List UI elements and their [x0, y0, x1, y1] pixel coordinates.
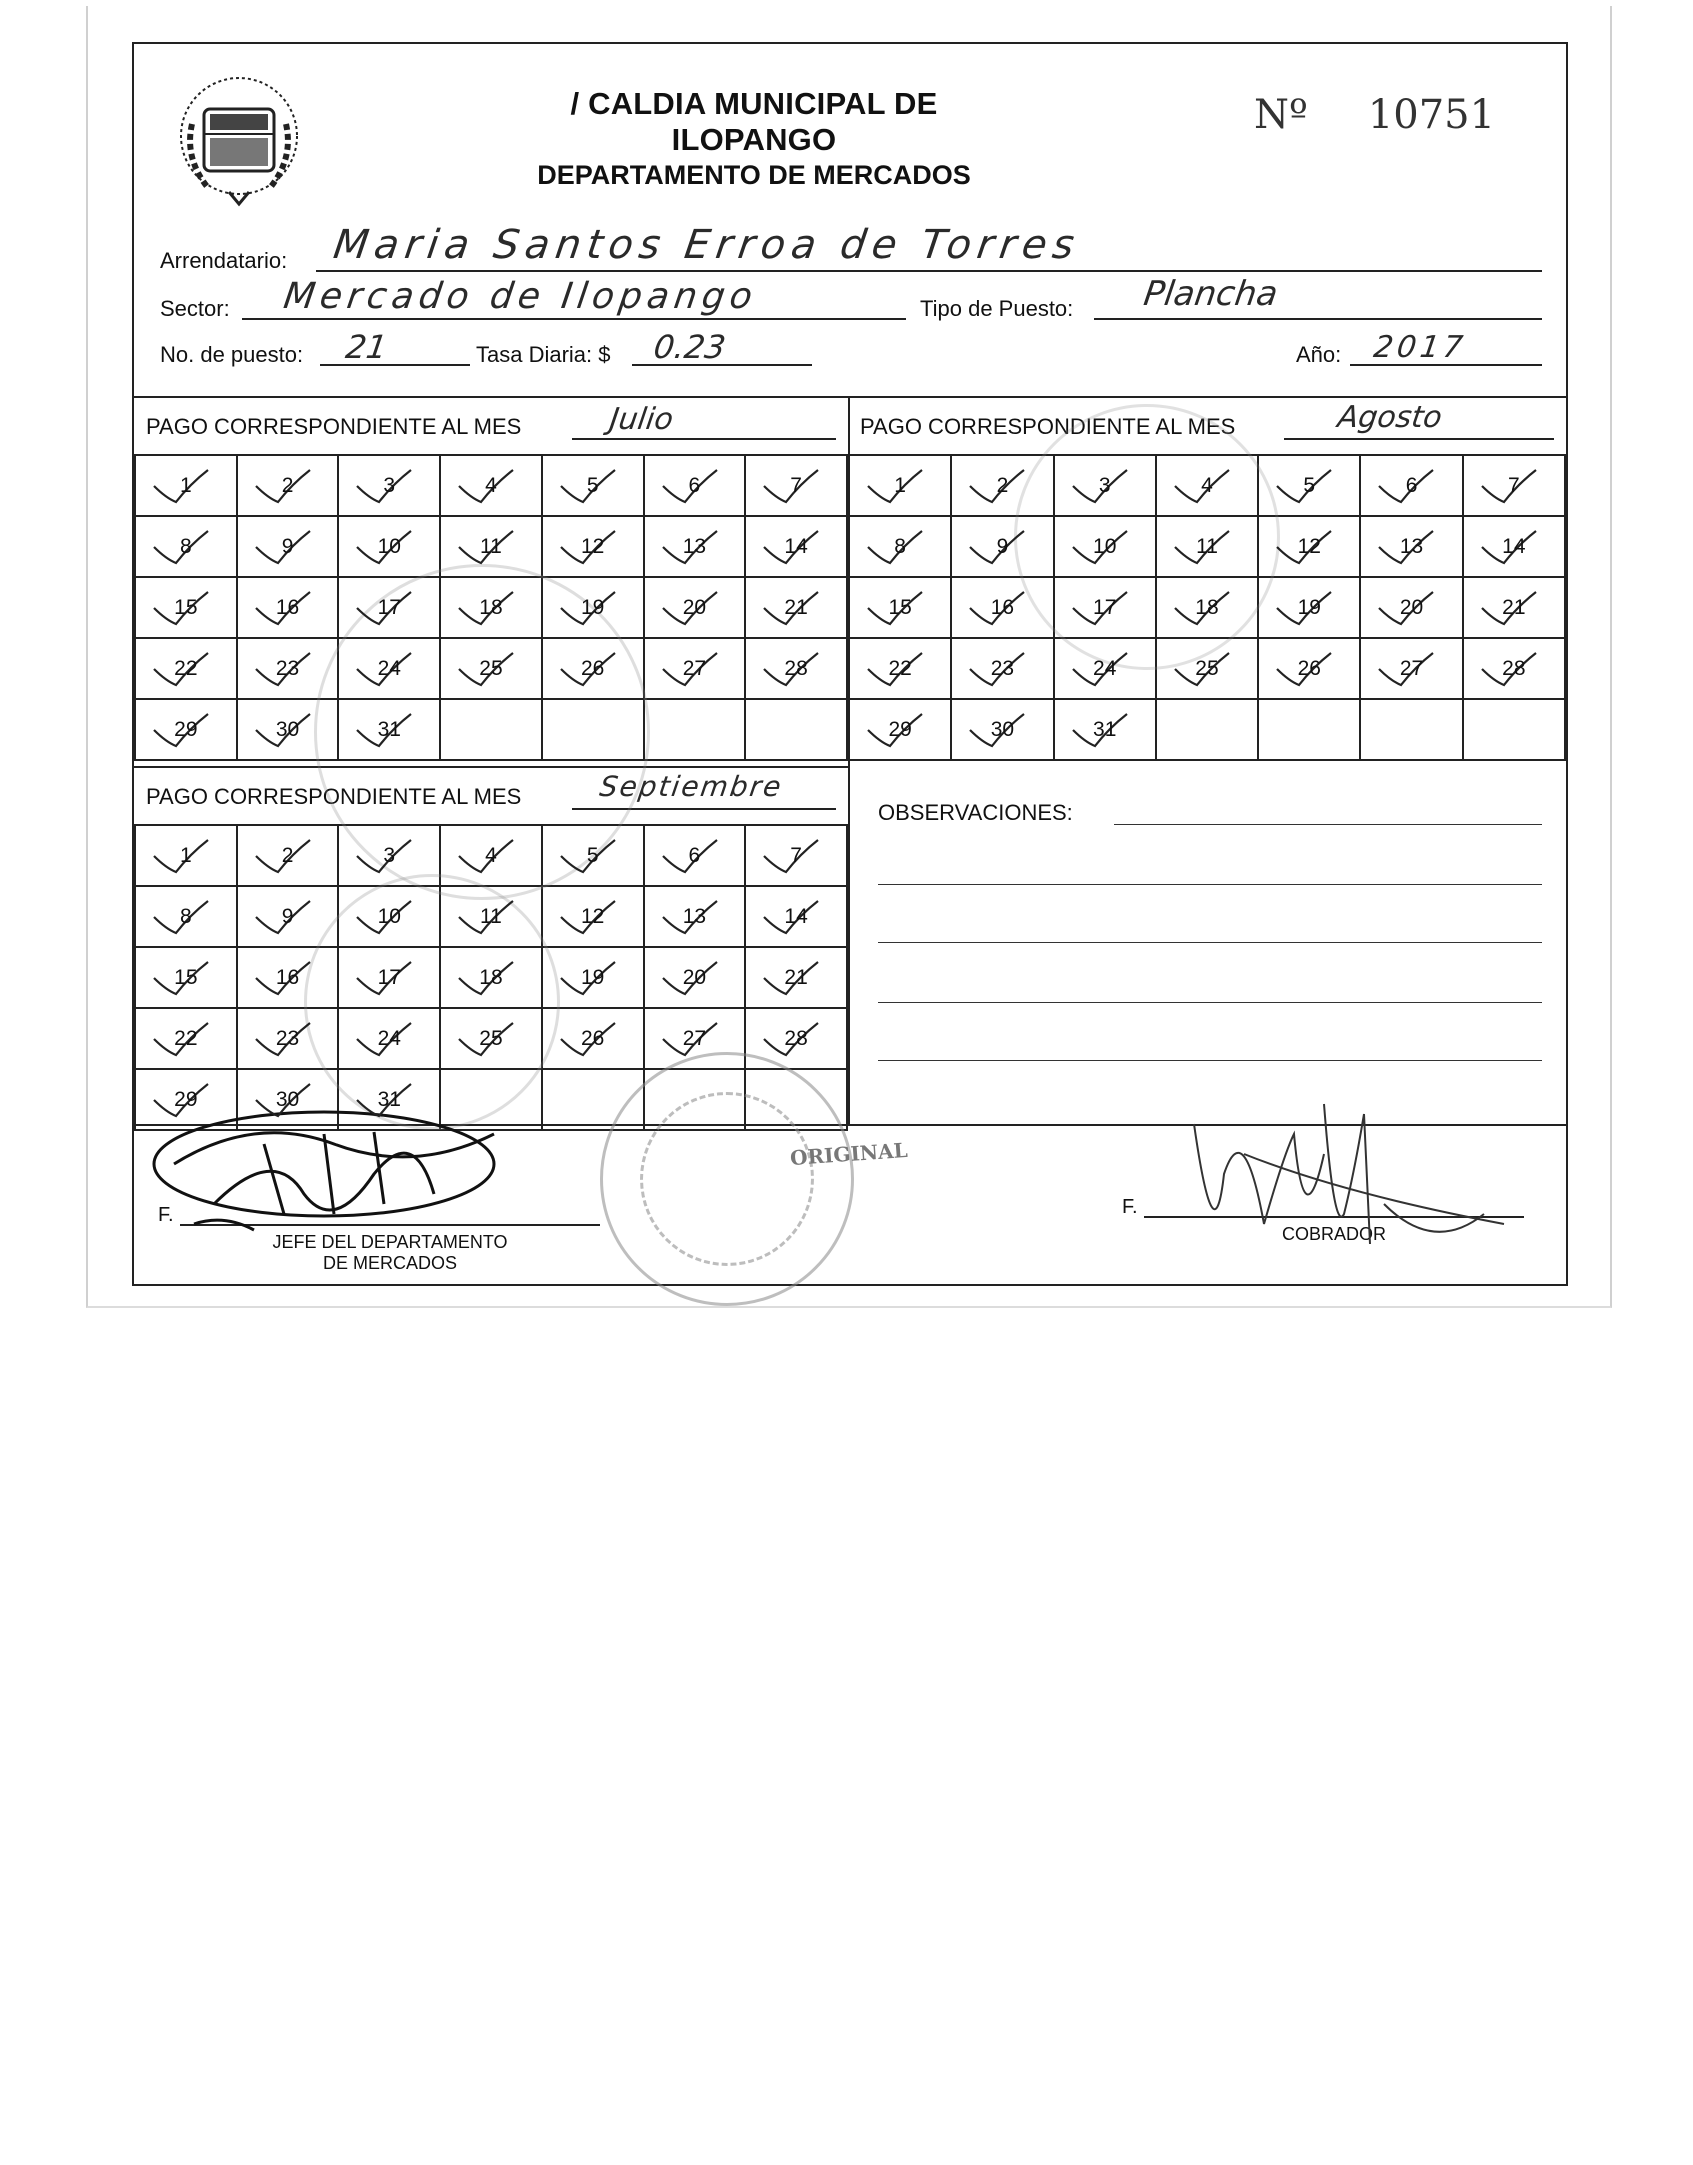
day-cell[interactable] [135, 638, 237, 699]
form-number [1254, 92, 1495, 138]
day-number: 11 [480, 534, 502, 558]
sector-line [242, 318, 906, 320]
day-number: 3 [1098, 473, 1111, 497]
day-number: 25 [479, 1026, 503, 1050]
day-cell[interactable] [135, 455, 237, 516]
day-number: 6 [688, 473, 701, 497]
arrendatario-label: Arrendatario: [160, 248, 288, 273]
day-number: 15 [888, 595, 912, 619]
month-heading-label: PAGO CORRESPONDIENTE AL MES [146, 784, 522, 809]
day-cell[interactable] [440, 455, 542, 516]
day-number: 2 [281, 843, 294, 867]
day-cell[interactable] [237, 577, 339, 638]
day-number: 27 [682, 656, 707, 680]
tasa-value: 0.23 [651, 328, 728, 366]
month-name: Agosto [1335, 400, 1445, 435]
payment-form [132, 42, 1568, 1286]
month-heading-label: PAGO CORRESPONDIENTE AL MES [860, 414, 1236, 439]
day-number: 20 [1399, 595, 1424, 619]
day-cell[interactable] [1463, 638, 1565, 699]
day-cell[interactable] [1360, 577, 1462, 638]
day-number: 19 [580, 965, 605, 989]
day-cell[interactable] [745, 638, 847, 699]
observaciones-line-1 [1114, 824, 1542, 825]
month-name: Julio [607, 402, 676, 437]
day-cell[interactable] [1360, 638, 1462, 699]
day-number: 18 [1195, 595, 1219, 619]
official-stamp-left [304, 874, 560, 1130]
day-number: 27 [1399, 656, 1424, 680]
day-number: 9 [996, 534, 1009, 558]
day-number: 14 [784, 904, 808, 928]
day-number: 4 [485, 473, 497, 497]
tasa-label: Tasa Diaria: $ [476, 342, 611, 367]
day-number: 3 [383, 473, 396, 497]
day-cell[interactable] [951, 638, 1053, 699]
day-number: 13 [1399, 534, 1424, 558]
days-row [849, 699, 1565, 760]
day-number: 23 [275, 1026, 300, 1050]
day-number: 7 [790, 843, 802, 867]
day-number: 24 [377, 1026, 401, 1050]
day-number: 21 [784, 595, 808, 619]
day-number: 31 [377, 1087, 401, 1111]
day-number: 31 [1093, 717, 1117, 741]
arrendatario-line [316, 270, 1542, 272]
day-number: 22 [174, 1026, 198, 1050]
day-number: 30 [275, 717, 300, 741]
day-cell[interactable] [1463, 516, 1565, 577]
day-number: 8 [180, 534, 192, 558]
day-cell[interactable] [745, 947, 847, 1008]
day-cell[interactable] [237, 455, 339, 516]
day-cell[interactable] [849, 455, 951, 516]
right-signature-title: COBRADOR [1281, 1224, 1386, 1244]
day-cell[interactable] [237, 825, 339, 886]
day-number: 6 [1405, 473, 1418, 497]
day-number: 25 [1195, 656, 1219, 680]
day-number: 5 [586, 473, 599, 497]
day-number: 23 [275, 656, 300, 680]
day-number: 26 [580, 1026, 605, 1050]
day-number: 4 [485, 843, 497, 867]
tipo-puesto-label: Tipo de Puesto: [920, 296, 1074, 321]
day-cell[interactable] [644, 516, 746, 577]
empty-day-cell [1258, 699, 1360, 760]
day-number: 2 [281, 473, 294, 497]
day-cell[interactable] [849, 638, 951, 699]
day-number: 17 [377, 965, 401, 989]
day-number: 13 [682, 534, 707, 558]
divider-top [134, 396, 1566, 398]
day-cell[interactable] [745, 455, 847, 516]
day-number: 15 [174, 965, 198, 989]
day-cell[interactable] [849, 699, 951, 760]
number-label: Nº [1254, 92, 1308, 138]
day-number: 5 [586, 843, 599, 867]
day-cell[interactable] [338, 455, 440, 516]
empty-day-cell [1156, 699, 1258, 760]
day-number: 8 [180, 904, 192, 928]
day-cell[interactable] [135, 947, 237, 1008]
day-number: 21 [1502, 595, 1526, 619]
day-number: 28 [784, 656, 808, 680]
day-cell[interactable] [1054, 699, 1156, 760]
municipal-seal-icon [174, 64, 304, 214]
observaciones-line-4 [878, 1002, 1542, 1003]
day-number: 17 [1093, 595, 1117, 619]
empty-day-cell [745, 699, 847, 760]
empty-day-cell [1360, 699, 1462, 760]
day-number: 11 [480, 904, 502, 928]
day-cell[interactable] [644, 886, 746, 947]
tipo-puesto-line [1094, 318, 1542, 320]
day-number: 20 [682, 595, 707, 619]
day-number: 4 [1201, 473, 1213, 497]
day-number: 22 [174, 656, 198, 680]
day-number: 8 [894, 534, 906, 558]
day-cell[interactable] [951, 699, 1053, 760]
day-number: 30 [990, 717, 1015, 741]
form-title [504, 86, 1004, 191]
day-cell[interactable] [135, 886, 237, 947]
observaciones-line-5 [878, 1060, 1542, 1061]
day-cell[interactable] [135, 577, 237, 638]
day-cell[interactable] [237, 516, 339, 577]
day-number: 17 [377, 595, 401, 619]
sector-value: Mercado de Ilopango [281, 276, 760, 317]
original-stamp: ORIGINAL [789, 1137, 909, 1171]
day-number: 10 [1093, 534, 1117, 558]
cobrador-signature [1184, 1094, 1514, 1274]
day-number: 7 [1508, 473, 1520, 497]
anio-value: 2017 [1371, 330, 1469, 365]
day-number: 15 [174, 595, 198, 619]
day-cell[interactable] [644, 947, 746, 1008]
day-cell[interactable] [1463, 455, 1565, 516]
day-cell[interactable] [644, 825, 746, 886]
number-value: 10751 [1367, 92, 1496, 138]
day-number: 19 [580, 595, 605, 619]
day-number: 12 [580, 534, 605, 558]
day-number: 30 [275, 1087, 300, 1111]
month-heading-label: PAGO CORRESPONDIENTE AL MES [146, 414, 522, 439]
day-cell[interactable] [849, 577, 951, 638]
day-number: 24 [1093, 656, 1117, 680]
day-cell[interactable] [338, 516, 440, 577]
puesto-value: 21 [343, 328, 390, 366]
day-number: 2 [996, 473, 1009, 497]
day-number: 26 [580, 656, 605, 680]
day-number: 11 [1196, 534, 1218, 558]
day-cell[interactable] [1360, 455, 1462, 516]
day-number: 13 [682, 904, 707, 928]
day-cell[interactable] [745, 886, 847, 947]
day-cell[interactable] [542, 516, 644, 577]
observaciones-label: OBSERVACIONES: [878, 800, 1073, 825]
day-number: 29 [174, 1087, 198, 1111]
title-line-1: / CALDIA MUNICIPAL DE ILOPANGO [570, 86, 938, 157]
days-row [135, 455, 847, 516]
month-name-line [572, 438, 836, 440]
day-number: 26 [1297, 656, 1321, 680]
day-number: 20 [682, 965, 707, 989]
left-title-1: JEFE DEL DEPARTAMENTO [272, 1232, 508, 1252]
left-title-2: DE MERCADOS [322, 1253, 457, 1273]
day-number: 24 [377, 656, 401, 680]
day-cell[interactable] [135, 825, 237, 886]
day-number: 28 [1502, 656, 1526, 680]
day-number: 1 [894, 473, 906, 497]
day-number: 10 [377, 534, 401, 558]
day-number: 16 [275, 595, 300, 619]
title-line-2: DEPARTAMENTO DE MERCADOS [537, 160, 971, 190]
month-name-line [1284, 438, 1554, 440]
day-number: 28 [784, 1026, 808, 1050]
day-number: 16 [275, 965, 300, 989]
day-cell[interactable] [1360, 516, 1462, 577]
day-cell[interactable] [644, 577, 746, 638]
day-cell[interactable] [135, 1008, 237, 1069]
day-cell[interactable] [745, 577, 847, 638]
day-cell[interactable] [849, 516, 951, 577]
arrendatario-value: Maria Santos Erroa de Torres [330, 222, 1083, 268]
day-cell[interactable] [745, 825, 847, 886]
day-number: 12 [580, 904, 605, 928]
day-cell[interactable] [542, 455, 644, 516]
day-number: 7 [790, 473, 802, 497]
day-number: 1 [180, 473, 192, 497]
empty-day-cell [644, 699, 746, 760]
sector-label: Sector: [160, 296, 230, 321]
day-number: 25 [479, 656, 503, 680]
day-number: 14 [1502, 534, 1526, 558]
day-cell[interactable] [542, 886, 644, 947]
observaciones-line-3 [878, 942, 1542, 943]
day-cell[interactable] [644, 638, 746, 699]
anio-label: Año: [1296, 342, 1342, 367]
day-number: 9 [281, 904, 294, 928]
day-cell[interactable] [644, 455, 746, 516]
day-number: 29 [888, 717, 912, 741]
official-stamp-right [1014, 404, 1280, 670]
day-number: 31 [377, 717, 401, 741]
day-number: 22 [888, 656, 912, 680]
observaciones-line-2 [878, 884, 1542, 885]
day-number: 29 [174, 717, 198, 741]
left-signature-f: F. [158, 1204, 174, 1226]
day-number: 18 [479, 595, 503, 619]
day-number: 27 [682, 1026, 707, 1050]
day-number: 9 [281, 534, 294, 558]
day-cell[interactable] [1258, 638, 1360, 699]
day-cell[interactable] [1463, 577, 1565, 638]
day-number: 21 [784, 965, 808, 989]
day-number: 6 [688, 843, 701, 867]
day-cell[interactable] [1258, 577, 1360, 638]
day-number: 5 [1303, 473, 1316, 497]
month-name: Septiembre [597, 770, 785, 803]
day-number: 1 [180, 843, 192, 867]
day-number: 23 [990, 656, 1015, 680]
day-cell[interactable] [135, 516, 237, 577]
right-signature-f: F. [1122, 1196, 1138, 1218]
empty-day-cell [1463, 699, 1565, 760]
day-cell[interactable] [745, 516, 847, 577]
puesto-label: No. de puesto: [160, 342, 304, 367]
day-number: 3 [383, 843, 396, 867]
day-number: 14 [784, 534, 808, 558]
day-number: 12 [1297, 534, 1321, 558]
official-stamp-footer-inner [640, 1092, 814, 1266]
day-cell[interactable] [135, 699, 237, 760]
day-number: 16 [990, 595, 1015, 619]
jefe-signature [134, 1104, 534, 1254]
tipo-puesto-value: Plancha [1141, 274, 1281, 314]
day-number: 18 [479, 965, 503, 989]
day-number: 10 [377, 904, 401, 928]
day-number: 19 [1297, 595, 1321, 619]
